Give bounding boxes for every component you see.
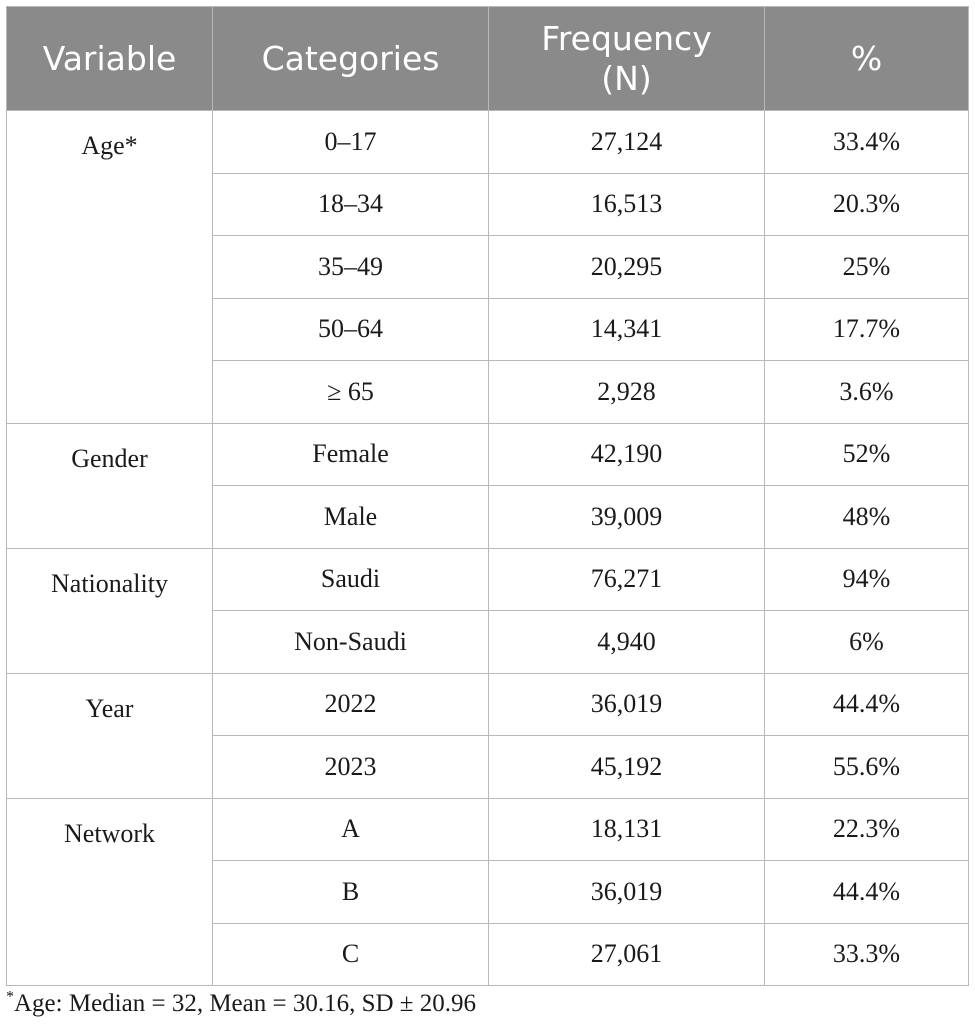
percent-cell: 20.3%	[765, 173, 969, 236]
percent-cell: 22.3%	[765, 798, 969, 861]
frequency-cell: 16,513	[489, 173, 765, 236]
variable-cell	[7, 798, 213, 986]
category-cell: 18–34	[213, 173, 489, 236]
category-cell: 35–49	[213, 236, 489, 299]
variable-label: Gender	[71, 443, 148, 473]
frequency-cell: 36,019	[489, 673, 765, 736]
category-cell: 2022	[213, 673, 489, 736]
percent-cell: 33.3%	[765, 923, 969, 986]
header-frequency-line1: Frequency	[541, 18, 712, 58]
frequency-cell: 45,192	[489, 736, 765, 799]
percent-cell: 33.4%	[765, 111, 969, 174]
demographics-table	[6, 6, 969, 986]
frequency-cell: 76,271	[489, 548, 765, 611]
table-row	[7, 423, 969, 486]
category-cell: Saudi	[213, 548, 489, 611]
category-cell: ≥ 65	[213, 361, 489, 424]
percent-cell: 17.7%	[765, 298, 969, 361]
frequency-cell: 36,019	[489, 861, 765, 924]
variable-cell	[7, 111, 213, 424]
variable-label: Age*	[81, 131, 138, 160]
table-row	[7, 673, 969, 736]
category-cell: C	[213, 923, 489, 986]
table-row	[7, 798, 969, 861]
category-cell: 0–17	[213, 111, 489, 174]
percent-cell: 94%	[765, 548, 969, 611]
percent-cell: 6%	[765, 611, 969, 674]
header-percent: %	[765, 7, 969, 111]
frequency-cell: 42,190	[489, 423, 765, 486]
frequency-cell: 4,940	[489, 611, 765, 674]
table-body	[7, 111, 969, 986]
category-cell: Female	[213, 423, 489, 486]
frequency-cell: 39,009	[489, 486, 765, 549]
variable-cell	[7, 673, 213, 798]
header-variable: Variable	[7, 7, 213, 111]
percent-cell: 44.4%	[765, 861, 969, 924]
percent-cell: 25%	[765, 236, 969, 299]
category-cell: A	[213, 798, 489, 861]
category-cell: 2023	[213, 736, 489, 799]
frequency-cell: 2,928	[489, 361, 765, 424]
percent-cell: 44.4%	[765, 673, 969, 736]
table-row	[7, 548, 969, 611]
frequency-cell: 27,061	[489, 923, 765, 986]
variable-label: Year	[85, 693, 134, 723]
category-cell: 50–64	[213, 298, 489, 361]
variable-cell	[7, 548, 213, 673]
table-row	[7, 111, 969, 174]
table-footnote	[6, 990, 476, 1018]
footnote-text: Age: Median = 32, Mean = 30.16, SD ± 20.96	[14, 990, 477, 1017]
variable-label: Network	[64, 818, 155, 848]
table-header-row	[7, 7, 969, 111]
percent-cell: 3.6%	[765, 361, 969, 424]
percent-cell: 55.6%	[765, 736, 969, 799]
header-categories: Categories	[213, 7, 489, 111]
percent-cell: 52%	[765, 423, 969, 486]
frequency-cell: 27,124	[489, 111, 765, 174]
category-cell: Non-Saudi	[213, 611, 489, 674]
variable-cell	[7, 423, 213, 548]
frequency-cell: 20,295	[489, 236, 765, 299]
header-frequency	[489, 7, 765, 111]
percent-cell: 48%	[765, 486, 969, 549]
frequency-cell: 18,131	[489, 798, 765, 861]
frequency-cell: 14,341	[489, 298, 765, 361]
category-cell: B	[213, 861, 489, 924]
footnote-marker: *	[6, 988, 14, 1006]
category-cell: Male	[213, 486, 489, 549]
variable-label: Nationality	[51, 568, 168, 598]
header-frequency-line2: (N)	[601, 58, 652, 98]
